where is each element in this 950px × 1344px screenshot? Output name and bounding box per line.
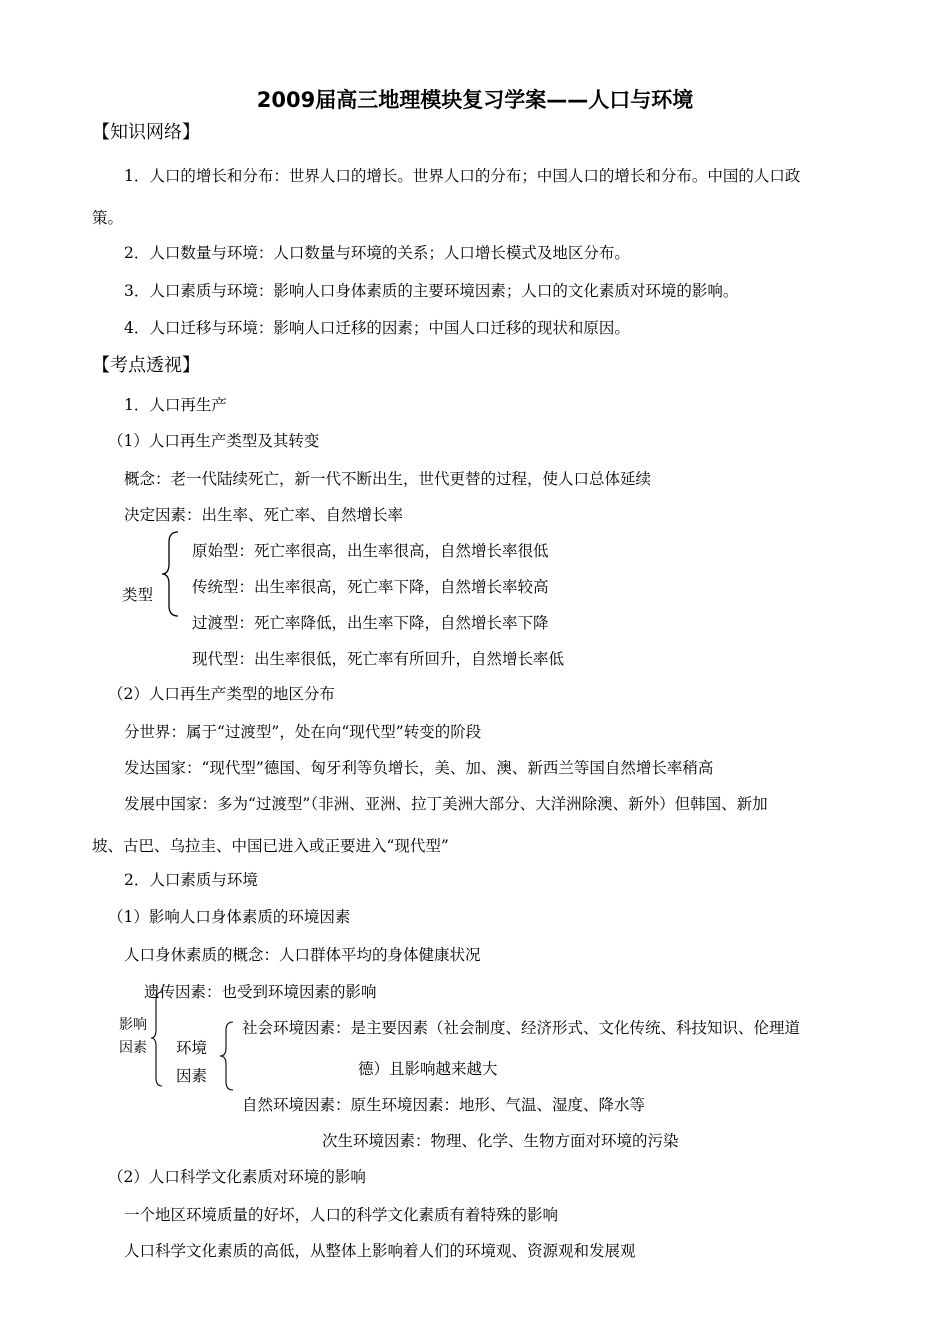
developed-countries-line: 发达国家：“现代型”德国、匈牙利等负增长，美、加、澳、新西兰等国自然增长率稍高 (124, 759, 714, 777)
determining-factors-line: 决定因素：出生率、死亡率、自然增长率 (124, 506, 404, 524)
network-item-1-continued: 策。 (92, 209, 124, 227)
secondary-factors-line: 次生环境因素：物理、化学、生物方面对环境的污染 (322, 1132, 679, 1150)
developing-countries-line-continued: 坡、古巴、乌拉圭、中国已进入或正要进入“现代型” (92, 837, 449, 855)
subheading-reproduction-types: （1）人口再生产类型及其转变 (108, 432, 320, 450)
section-header-exam-points: 【考点透视】 (92, 355, 200, 376)
concept-line: 概念：老一代陆续死亡，新一代不断出生，世代更替的过程，使人口总体延续 (124, 470, 652, 488)
page-title: 2009届高三地理模块复习学案——人口与环境 (256, 88, 694, 112)
types-label: 类型 (122, 586, 154, 604)
network-item-3: 3．人口素质与环境：影响人口身体素质的主要环境因素；人口的文化素质对环境的影响。 (124, 282, 739, 300)
type-traditional: 传统型：出生率很高，死亡率下降，自然增长率较高 (192, 578, 549, 596)
developing-countries-line: 发展中国家：多为“过渡型”（非洲、亚洲、拉丁美洲大部分、大洋洲除澳、新外）但韩国、新加 (124, 795, 768, 813)
genetic-factors-line: 遗传因素：也受到环境因素的影响 (144, 983, 377, 1001)
physical-quality-concept: 人口身休素质的概念：人口群体平均的身体健康状况 (124, 946, 481, 964)
influence-factors-label-2: 因素 (119, 1040, 147, 1056)
type-primitive: 原始型：死亡率很高，出生率很高，自然增长率很低 (192, 542, 549, 560)
section-header-knowledge-network: 【知识网络】 (92, 122, 200, 143)
influence-factors-label-1: 影响 (119, 1017, 147, 1033)
heading-population-reproduction: 1．人口再生产 (124, 396, 227, 414)
environment-factors-brace (218, 1020, 236, 1092)
world-line: 分世界：属于“过渡型”，处在向“现代型”转变的阶段 (124, 723, 482, 741)
types-brace (160, 530, 182, 618)
social-factors-line: 社会环境因素：是主要因素（社会制度、经济形式、文化传统、科技知识、伦理道 (242, 1019, 801, 1037)
cultural-quality-line-2: 人口科学文化素质的高低，从整体上影响着人们的环境观、资源观和发展观 (124, 1242, 636, 1260)
network-item-2: 2．人口数量与环境：人口数量与环境的关系；人口增长模式及地区分布。 (124, 244, 630, 262)
social-factors-line-continued: 德）且影响越来越大 (358, 1060, 498, 1078)
type-modern: 现代型：出生率很低，死亡率有所回升，自然增长率低 (192, 650, 565, 668)
network-item-1: 1．人口的增长和分布：世界人口的增长。世界人口的分布；中国人口的增长和分布。中国的人口政 (124, 167, 801, 185)
type-transitional: 过渡型：死亡率降低，出生率下降，自然增长率下降 (192, 614, 549, 632)
heading-population-quality: 2．人口素质与环境 (124, 871, 258, 889)
natural-factors-line: 自然环境因素：原生环境因素：地形、气温、湿度、降水等 (242, 1096, 646, 1114)
environment-factors-label-1: 环境 (176, 1039, 208, 1057)
subheading-physical-quality-factors: （1）影响人口身体素质的环境因素 (108, 908, 351, 926)
environment-factors-label-2: 因素 (176, 1067, 208, 1085)
network-item-4: 4．人口迁移与环境：影响人口迁移的因素；中国人口迁移的现状和原因。 (124, 319, 630, 337)
subheading-regional-distribution: （2）人口再生产类型的地区分布 (108, 685, 335, 703)
influence-factors-brace (150, 990, 164, 1088)
cultural-quality-line-1: 一个地区环境质量的好坏，人口的科学文化素质有着特殊的影响 (124, 1206, 559, 1224)
subheading-cultural-quality: （2）人口科学文化素质对环境的影响 (108, 1168, 366, 1186)
